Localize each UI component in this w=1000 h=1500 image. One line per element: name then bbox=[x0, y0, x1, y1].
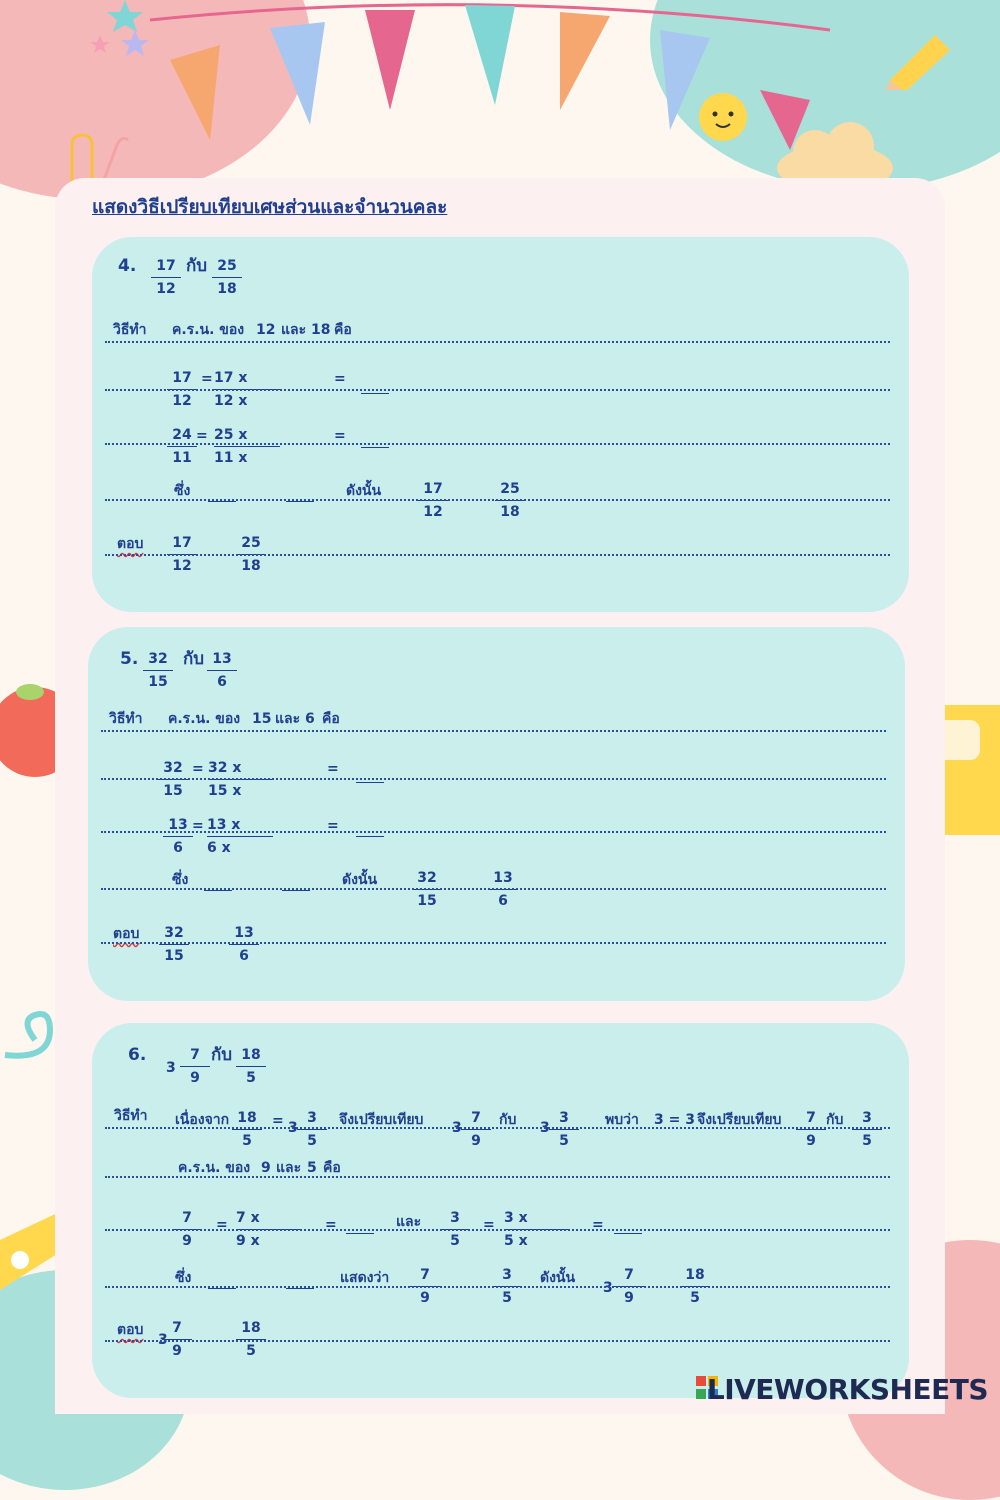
q6-cmp-fraction-1: $\frac{7}{9}$ bbox=[796, 1110, 826, 1149]
q5-dotted-line-3 bbox=[101, 831, 886, 833]
q6-mix1-whole: 3 bbox=[452, 1120, 462, 1136]
q4-number: 4. bbox=[118, 256, 137, 276]
q4-dotted-line-4 bbox=[105, 499, 890, 501]
q4-row1-equals-2: = bbox=[334, 371, 346, 387]
q5-row2-answer-blank[interactable] bbox=[356, 836, 384, 837]
q6-found-label: พบว่า bbox=[605, 1112, 639, 1128]
q4-dotted-line-1 bbox=[105, 341, 890, 343]
q6-show-fraction-2: $\frac{3}{5}$ bbox=[492, 1267, 522, 1306]
q5-which-label: ซึ่ง bbox=[172, 872, 189, 888]
q6-fraction-1: $\frac{7}{9}$ bbox=[180, 1047, 210, 1086]
q4-answer-fraction-1: $\frac{17}{12}$ bbox=[167, 535, 197, 574]
q4-row2-equals: = bbox=[196, 428, 208, 444]
q6-answer-label: ตอบ bbox=[117, 1322, 144, 1338]
q6-compare-text: จึงเปรียบเทียบ bbox=[339, 1112, 424, 1128]
q4-lcm-prefix: ค.ร.น. ของ bbox=[172, 322, 245, 338]
q5-row1-fraction: $\frac{32}{15}$ bbox=[158, 760, 188, 799]
q5-lcm-and: และ bbox=[275, 711, 301, 727]
q6-since-equals: = bbox=[272, 1113, 284, 1129]
q6-found-eq: 3 = 3 bbox=[654, 1112, 695, 1128]
q6-number: 6. bbox=[128, 1045, 147, 1065]
q5-dotted-line-4 bbox=[101, 888, 886, 890]
q5-row2-expand-fraction: $\frac{13 x}{6 x}$ bbox=[207, 817, 257, 856]
q5-answer-fraction-2: $\frac{13}{6}$ bbox=[229, 925, 259, 964]
q6-conv-fraction: $\frac{3}{5}$ bbox=[297, 1110, 327, 1149]
q6-dotted-line-3 bbox=[105, 1229, 890, 1231]
q4-row1-answer-blank[interactable] bbox=[361, 393, 389, 394]
q5-row2-fraction: $\frac{13}{6}$ bbox=[163, 817, 193, 856]
q6-dotted-line-5 bbox=[105, 1340, 890, 1342]
q4-which-blank-2[interactable] bbox=[286, 501, 314, 502]
q5-lcm-b: 6 bbox=[305, 711, 315, 727]
q6-answer-fraction-2: $\frac{18}{5}$ bbox=[236, 1320, 266, 1359]
q6-rowA-equals-2: = bbox=[325, 1217, 337, 1233]
q5-which-blank-2[interactable] bbox=[282, 890, 310, 891]
q4-therefore-label: ดังนั้น bbox=[346, 483, 382, 499]
q4-row2-expand-fraction: $\frac{25 x}{11 x}$ bbox=[214, 427, 264, 466]
q4-compare-word: กับ bbox=[186, 256, 208, 276]
q6-therefore-label: ดังนั้น bbox=[540, 1270, 576, 1286]
q6-conv-whole: 3 bbox=[288, 1120, 298, 1136]
q5-fraction-1: $\frac{32}{15}$ bbox=[143, 651, 173, 690]
q5-therefore-label: ดังนั้น bbox=[342, 872, 378, 888]
page-title: แสดงวิธีเปรียบเทียบเศษส่วนและจำนวนคละ bbox=[92, 196, 448, 218]
q6-ans-whole: 3 bbox=[158, 1332, 168, 1348]
q6-dotted-line-2 bbox=[105, 1176, 890, 1178]
q4-row2-equals-2: = bbox=[334, 428, 346, 444]
q6-since-label: เนื่องจาก bbox=[175, 1112, 230, 1128]
q6-shows-label: แสดงว่า bbox=[340, 1270, 390, 1286]
q5-method-label: วิธีทำ bbox=[109, 711, 143, 727]
pencil-icon bbox=[880, 20, 960, 90]
q5-therefore-fraction-2: $\frac{13}{6}$ bbox=[488, 870, 518, 909]
q6-which-blank-1[interactable] bbox=[208, 1288, 236, 1289]
q6-lcm-b: 5 bbox=[307, 1160, 317, 1176]
q6-whole: 3 bbox=[166, 1060, 176, 1076]
sun-icon bbox=[678, 72, 768, 162]
q5-dotted-line-2 bbox=[101, 778, 886, 780]
q4-lcm-is: คือ bbox=[334, 322, 352, 338]
q4-therefore-fraction-1: $\frac{17}{12}$ bbox=[418, 481, 448, 520]
q5-dotted-line-1 bbox=[101, 730, 886, 732]
q6-rowB-answer-blank[interactable] bbox=[614, 1233, 642, 1234]
q4-lcm-a: 12 bbox=[256, 322, 276, 338]
q6-since-fraction: $\frac{18}{5}$ bbox=[232, 1110, 262, 1149]
q4-which-blank-1[interactable] bbox=[208, 501, 236, 502]
q4-answer-fraction-2: $\frac{25}{18}$ bbox=[236, 535, 266, 574]
q6-fraction-2: $\frac{18}{5}$ bbox=[236, 1047, 266, 1086]
q6-res-whole: 3 bbox=[603, 1280, 613, 1296]
q5-lcm-is: คือ bbox=[322, 711, 340, 727]
q6-rowB-equals: = bbox=[483, 1217, 495, 1233]
q5-row1-answer-blank[interactable] bbox=[356, 782, 384, 783]
q4-row1-expand-fraction: $\frac{17 x}{12 x}$ bbox=[214, 370, 264, 409]
q6-show-fraction-1: $\frac{7}{9}$ bbox=[410, 1267, 440, 1306]
q4-row1-equals: = bbox=[201, 371, 213, 387]
q4-lcm-and: และ bbox=[281, 322, 307, 338]
q4-row2-answer-blank[interactable] bbox=[361, 447, 389, 448]
q5-lcm-a: 15 bbox=[252, 711, 272, 727]
q4-dotted-line-2 bbox=[105, 389, 890, 391]
q6-lcm-prefix: ค.ร.น. ของ bbox=[178, 1160, 251, 1176]
q6-which-blank-2[interactable] bbox=[286, 1288, 314, 1289]
q5-row1-equals: = bbox=[192, 761, 204, 777]
q5-row1-expand-fraction: $\frac{32 x}{15 x}$ bbox=[208, 760, 258, 799]
q6-lcm-and: และ bbox=[276, 1160, 302, 1176]
q6-res-fraction-2: $\frac{18}{5}$ bbox=[680, 1267, 710, 1306]
q6-mix-compare-word: กับ bbox=[499, 1112, 517, 1128]
q6-method-label: วิธีทำ bbox=[114, 1108, 148, 1124]
q6-rowA-answer-blank[interactable] bbox=[346, 1233, 374, 1234]
q5-row2-equals: = bbox=[192, 818, 204, 834]
q6-rowA-and: และ bbox=[396, 1214, 422, 1230]
q5-answer-label: ตอบ bbox=[113, 926, 140, 942]
q6-which-label: ซึ่ง bbox=[175, 1270, 192, 1286]
q6-rowA-equals: = bbox=[216, 1217, 228, 1233]
q6-rowB-equals-2: = bbox=[592, 1217, 604, 1233]
q6-lcm-a: 9 bbox=[261, 1160, 271, 1176]
q4-lcm-b: 18 bbox=[311, 322, 331, 338]
q4-row1-fraction: $\frac{17}{12}$ bbox=[167, 370, 197, 409]
q4-dotted-line-5 bbox=[105, 554, 890, 556]
q4-fraction-2: $\frac{25}{18}$ bbox=[212, 258, 242, 297]
q5-which-blank-1[interactable] bbox=[204, 890, 232, 891]
q6-res-fraction-1: $\frac{7}{9}$ bbox=[614, 1267, 644, 1306]
q6-cmp-fraction-2: $\frac{3}{5}$ bbox=[852, 1110, 882, 1149]
q6-rowB-expand-fraction: $\frac{3 x}{5 x}$ bbox=[504, 1210, 554, 1249]
q5-dotted-line-5 bbox=[101, 942, 886, 944]
q5-therefore-fraction-1: $\frac{32}{15}$ bbox=[412, 870, 442, 909]
q6-then-compare: จึงเปรียบเทียบ bbox=[697, 1112, 782, 1128]
q6-compare-word: กับ bbox=[211, 1045, 233, 1065]
q4-therefore-fraction-2: $\frac{25}{18}$ bbox=[495, 481, 525, 520]
q5-answer-fraction-1: $\frac{32}{15}$ bbox=[159, 925, 189, 964]
q4-which-label: ซึ่ง bbox=[174, 483, 191, 499]
q6-rowA-expand-fraction: $\frac{7 x}{9 x}$ bbox=[236, 1210, 286, 1249]
stars-icon bbox=[85, 0, 165, 65]
q6-lcm-is: คือ bbox=[323, 1160, 341, 1176]
q6-mix2-fraction: $\frac{3}{5}$ bbox=[549, 1110, 579, 1149]
q5-row2-equals-2: = bbox=[327, 818, 339, 834]
q4-row2-fraction: $\frac{24}{11}$ bbox=[167, 427, 197, 466]
q6-cmp-compare-word: กับ bbox=[826, 1112, 844, 1128]
q4-fraction-1: $\frac{17}{12}$ bbox=[151, 258, 181, 297]
liveworksheets-brand: LIVEWORKSHEETS bbox=[706, 1373, 988, 1406]
q6-mix2-whole: 3 bbox=[540, 1120, 550, 1136]
q6-answer-fraction-1: $\frac{7}{9}$ bbox=[162, 1320, 192, 1359]
q6-mix1-fraction: $\frac{7}{9}$ bbox=[461, 1110, 491, 1149]
q4-dotted-line-3 bbox=[105, 443, 890, 445]
q5-lcm-prefix: ค.ร.น. ของ bbox=[168, 711, 241, 727]
q5-compare-word: กับ bbox=[183, 649, 205, 669]
q6-dotted-line-1 bbox=[105, 1127, 890, 1129]
q6-dotted-line-4 bbox=[105, 1286, 890, 1288]
q5-row1-equals-2: = bbox=[327, 761, 339, 777]
q4-method-label: วิธีทำ bbox=[113, 322, 147, 338]
q4-answer-label: ตอบ bbox=[117, 536, 144, 552]
q5-number: 5. bbox=[120, 649, 139, 669]
q5-fraction-2: $\frac{13}{6}$ bbox=[207, 651, 237, 690]
q6-rowA-fraction: $\frac{7}{9}$ bbox=[172, 1210, 202, 1249]
q6-rowB-fraction: $\frac{3}{5}$ bbox=[440, 1210, 470, 1249]
